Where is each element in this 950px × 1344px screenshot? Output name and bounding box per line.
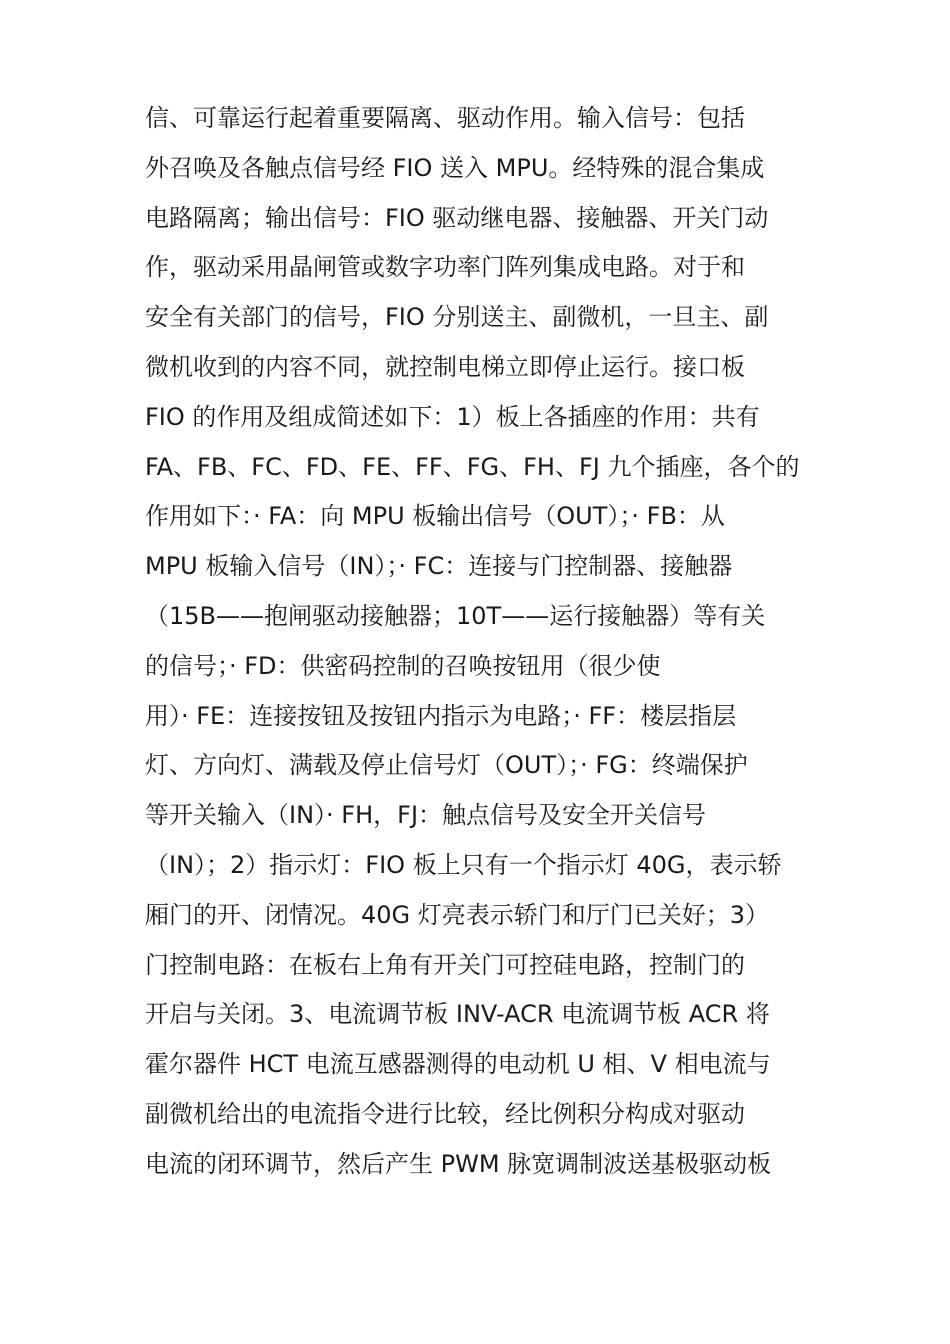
text-line: 灯、方向灯、满载及停止信号灯（OUT）；· FG：终端保护 [145,751,748,780]
text-line: 霍尔器件 HCT 电流互感器测得的电动机 U 相、V 相电流与 [145,1050,771,1079]
text-line: 外召唤及各触点信号经 FIO 送入 MPU。经特殊的混合集成 [145,153,765,182]
text-line: （15B——抱闸驱动接触器；10T——运行接触器）等有关 [145,601,766,630]
text-line: 等开关输入（IN）· FH，FJ：触点信号及安全开关信号 [145,801,707,830]
text-line: 用）· FE：连接按钮及按钮内指示为电路；· FF：楼层指层 [145,701,737,730]
text-line: （IN）；2）指示灯：FIO 板上只有一个指示灯 40G，表示轿 [145,850,782,879]
text-line: 微机收到的内容不同，就控制电梯立即停止运行。接口板 [145,352,745,381]
text-line: 作，驱动采用晶闸管或数字功率门阵列集成电路。对于和 [145,253,745,282]
body-text [145,94,825,1190]
text-line: FIO 的作用及组成简述如下：1）板上各插座的作用：共有 [145,402,760,431]
text-line: 安全有关部门的信号，FIO 分别送主、副微机，一旦主、副 [145,303,769,332]
text-line: 电流的闭环调节，然后产生 PWM 脉宽调制波送基极驱动板 [145,1149,772,1178]
text-line: 门控制电路：在板右上角有开关门可控硅电路，控制门的 [145,950,745,979]
text-line: 信、可靠运行起着重要隔离、驱动作用。输入信号：包括 [145,104,745,132]
text-line: FA、FB、FC、FD、FE、FF、FG、FH、FJ 九个插座，各个的 [145,452,800,481]
text-line: 电路隔离；输出信号：FIO 驱动继电器、接触器、开关门动 [145,203,769,232]
text-line: 开启与关闭。3、电流调节板 INV-ACR 电流调节板 ACR 将 [145,1000,770,1029]
text-line: 作用如下：· FA：向 MPU 板输出信号（OUT）；· FB：从 [145,502,725,531]
text-line: 副微机给出的电流指令进行比较，经比例积分构成对驱动 [145,1099,745,1128]
text-line: MPU 板输入信号（IN）；· FC：连接与门控制器、接触器 [145,552,733,581]
text-line: 厢门的开、闭情况。40G 灯亮表示轿门和厅门已关好；3） [145,900,770,929]
text-line: 的信号；· FD：供密码控制的召唤按钮用（很少使 [145,651,661,680]
